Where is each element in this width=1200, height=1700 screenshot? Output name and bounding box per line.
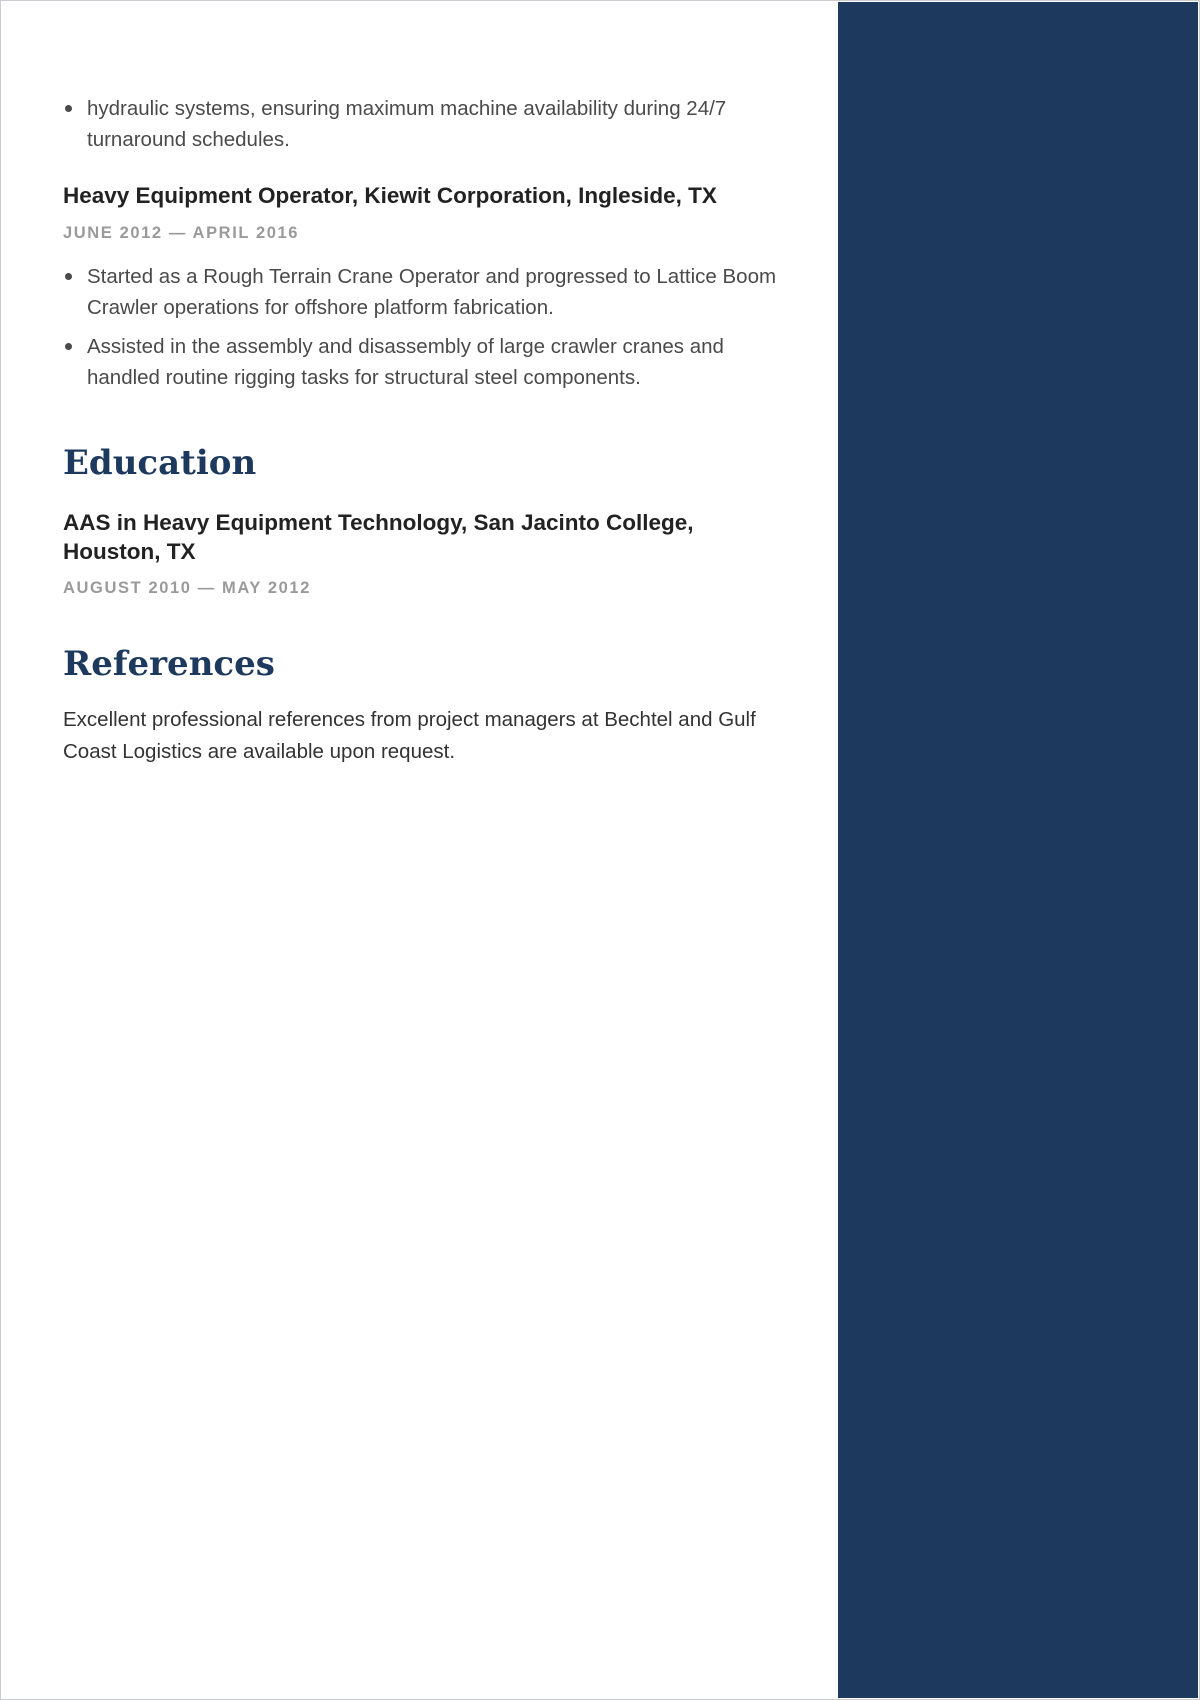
job-bullets [63,261,793,393]
continued-job-bullets [63,93,793,155]
education-section [63,443,793,598]
education-title: AAS in Heavy Equipment Technology, San Jacinto College, Houston, TX [63,510,694,564]
job-dates: JUNE 2012 — APRIL 2016 [63,224,300,242]
section-heading-education: Education [63,443,257,483]
references-text: Excellent professional references from project managers at Bechtel and Gulf Coast Logistics are available upon request. [63,708,756,763]
list-item: Assisted in the assembly and disassembly of large crawler cranes and handled routine rigging tasks for structural steel components. [63,331,793,393]
main-column [63,1,793,768]
job-entry [63,181,793,393]
education-dates: AUGUST 2010 — MAY 2012 [63,579,311,597]
job-title: Heavy Equipment Operator, Kiewit Corporation, Ingleside, TX [63,183,717,208]
list-item: hydraulic systems, ensuring maximum machine availability during 24/7 turnaround schedules. [63,93,793,155]
section-heading-references: References [63,644,275,684]
list-item: Started as a Rough Terrain Crane Operator and progressed to Lattice Boom Crawler operations for offshore platform fabrication. [63,261,793,323]
sidebar-panel [838,2,1198,1698]
references-section [63,644,793,768]
